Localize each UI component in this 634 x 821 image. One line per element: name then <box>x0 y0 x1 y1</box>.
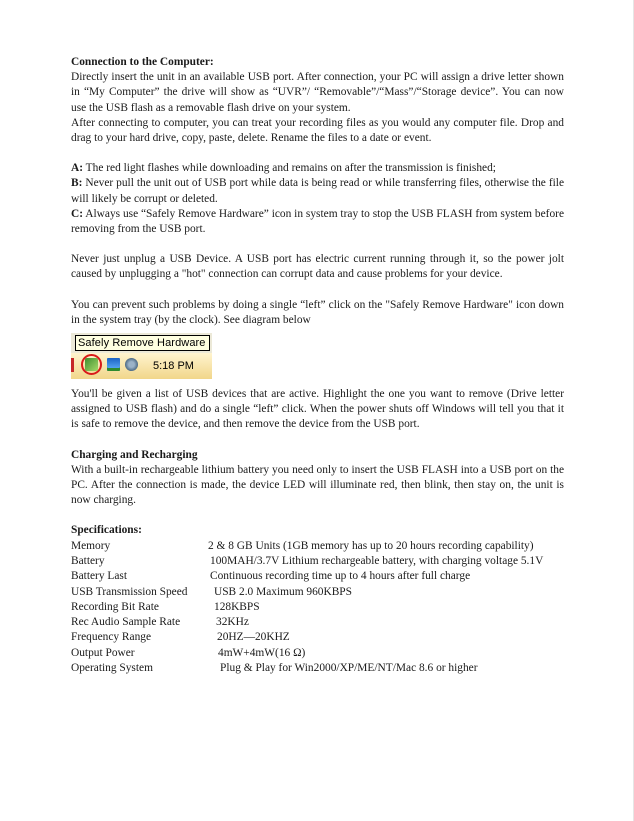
network-icon[interactable] <box>107 358 120 371</box>
connection-paragraph-2: After connecting to computer, you can treat your recording files as you would any computer file. Drop and drag to your hard drive, copy, paste, delete. Rename the files to a date or event. <box>71 116 564 145</box>
spec-key: USB Transmission Speed <box>71 585 188 598</box>
spec-row <box>71 569 564 584</box>
spec-row <box>71 539 564 554</box>
spec-value: USB 2.0 Maximum 960KBPS <box>214 585 352 598</box>
specs-heading: Specifications: <box>71 524 142 537</box>
spec-value: 4mW+4mW(16 Ω) <box>218 646 306 659</box>
spec-row <box>71 646 564 661</box>
tray-edge-icon <box>71 358 74 372</box>
volume-icon[interactable] <box>125 358 138 371</box>
spec-value: 128KBPS <box>214 600 260 613</box>
spec-key: Battery Last <box>71 570 127 583</box>
note-c-text: Always use “Safely Remove Hardware” icon in system tray to stop the USB FLASH from system before removing from the USB port. <box>71 207 564 236</box>
specs-table <box>71 539 564 677</box>
connection-paragraph-4: You can prevent such problems by doing a single “left” click on the "Safely Remove Hardware" icon down in the system tray (by the clock). See diagram below <box>71 298 564 326</box>
note-b-text: Never pull the unit out of USB port while data is being read or while transferring files, otherwise the file will likely be corrupt or deleted. <box>71 177 564 205</box>
connection-paragraph-5: You'll be given a list of USB devices that are active. Highlight the one you want to remove (Drive letter assigned to USB flash) and do a single “left” click. When the power shuts off Windows will tell you that it is safe to remove the device, and then remove the device from the USB port. <box>71 388 564 431</box>
spec-row <box>71 615 564 630</box>
note-a-text: The red light flashes while downloading and remains on after the transmission is finished; <box>83 162 496 175</box>
spec-key: Rec Audio Sample Rate <box>71 616 181 629</box>
taskbar-tray <box>71 353 212 379</box>
note-b <box>71 176 564 206</box>
spec-row <box>71 600 564 615</box>
document-content <box>71 55 564 676</box>
connection-paragraph-3: Never just unplug a USB Device. A USB port has electric current running through it, so the power jolt caused by unplugging a "hot" connection can corrupt data and cause problems for your device. <box>71 253 564 281</box>
system-tray-screenshot <box>71 333 212 379</box>
connection-heading: Connection to the Computer: <box>71 56 214 68</box>
charging-paragraph: With a built-in rechargeable lithium battery you need only to insert the USB FLASH into a USB port on the PC. After the connection is made, the device LED will illuminate red, then blink, then stay on, the unit is now charging. <box>71 463 564 507</box>
spec-key: Battery <box>71 554 105 567</box>
spec-row <box>71 554 564 569</box>
charging-heading: Charging and Recharging <box>71 448 198 461</box>
spec-key: Recording Bit Rate <box>71 600 159 613</box>
spec-key: Output Power <box>71 646 135 659</box>
spec-value: Plug & Play for Win2000/XP/ME/NT/Mac 8.6 or higher <box>220 662 478 675</box>
spec-value: 100MAH/3.7V Lithium rechargeable battery, with charging voltage 5.1V <box>210 554 544 567</box>
safely-remove-tooltip: Safely Remove Hardware <box>75 335 210 351</box>
tray-clock: 5:18 PM <box>153 360 194 373</box>
spec-row <box>71 585 564 600</box>
spec-value: Continuous recording time up to 4 hours after full charge <box>210 570 471 583</box>
spec-key: Memory <box>71 539 111 552</box>
spec-key: Operating System <box>71 662 153 675</box>
spec-row <box>71 661 564 676</box>
note-c-label: C: <box>71 207 84 220</box>
spec-row <box>71 630 564 645</box>
spec-key: Frequency Range <box>71 631 152 644</box>
spec-value: 32KHz <box>216 616 249 629</box>
spec-value: 20HZ—20KHZ <box>217 631 290 644</box>
note-b-label: B: <box>71 177 83 190</box>
note-c <box>71 207 564 237</box>
connection-paragraph-1: Directly insert the unit in an available USB port. After connection, your PC will assign a drive letter shown in “My Computer” the drive will show as “UVR”/ “Removable”/“Mass”/“Storage device”. You can now use the USB flash as a removable flash drive on your system. <box>71 71 564 114</box>
safely-remove-hardware-icon[interactable] <box>85 358 98 371</box>
note-a-label: A: <box>71 162 84 175</box>
spec-value: 2 & 8 GB Units (1GB memory has up to 20 hours recording capability) <box>208 539 534 552</box>
note-a <box>71 161 564 176</box>
